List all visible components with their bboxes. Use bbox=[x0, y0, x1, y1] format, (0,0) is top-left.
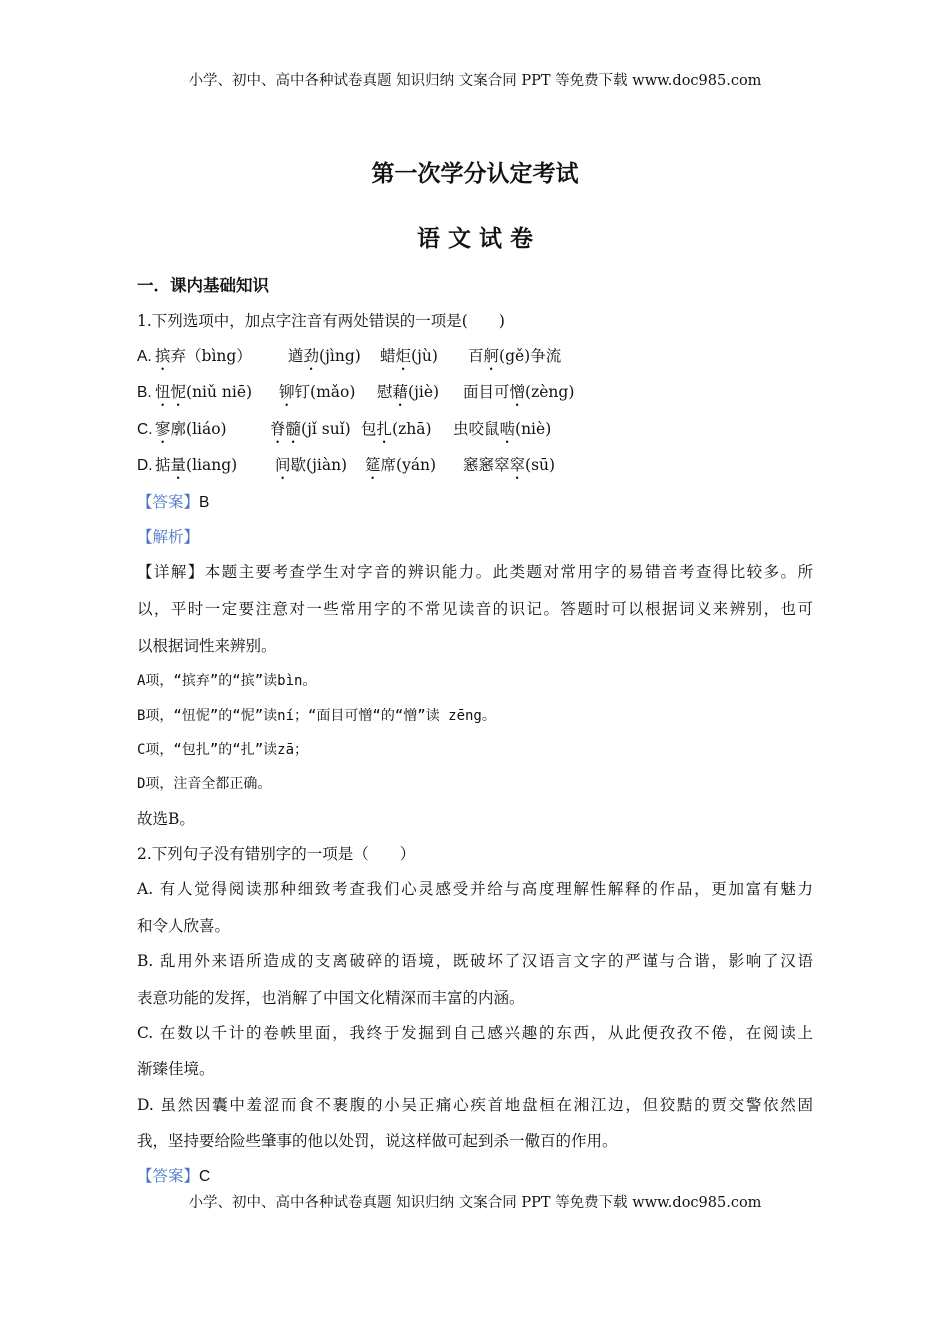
explain-line: D项，注音全都正确。 bbox=[137, 776, 272, 792]
explain-line: C项，“包扎”的“扎”读zā； bbox=[137, 742, 309, 758]
analysis-tag: 【解析】 bbox=[137, 528, 200, 546]
option-term: 摈弃（bìng） bbox=[155, 347, 252, 365]
section-heading: 一．课内基础知识 bbox=[137, 276, 269, 295]
option-label: D. bbox=[137, 457, 153, 474]
q1-option-c bbox=[137, 419, 552, 440]
q1-option-d bbox=[137, 455, 556, 476]
option-term: 面目可憎(zèng) bbox=[463, 383, 575, 401]
page-footer: 小学、初中、高中各种试卷真题 知识归纳 文案合同 PPT 等免费下载 www.doc985.com bbox=[188, 1195, 762, 1211]
detail-line: 以，平时一定要注意对一些常用字的不常见读音的识记。答题时可以根据词义来辨别，也可 bbox=[137, 600, 813, 618]
option-term: 寥廓(liáo) bbox=[155, 420, 227, 438]
option-term: 慰藉(jiè) bbox=[377, 383, 440, 401]
q1-stem: 1.下列选项中，加点字注音有两处错误的一项是( ) bbox=[137, 312, 505, 330]
detail-line: 以根据词性来辨别。 bbox=[137, 637, 277, 655]
q1-option-b bbox=[137, 382, 575, 403]
q1-answer: 【答案】B bbox=[137, 493, 210, 511]
option-term: 包扎(zhā) bbox=[361, 420, 432, 438]
q1-option-a bbox=[137, 346, 562, 367]
option-term: 忸怩(niǔ niē) bbox=[155, 383, 253, 401]
q2-answer: 【答案】C bbox=[137, 1167, 211, 1185]
option-label: C. bbox=[137, 421, 153, 438]
q2-line: A. 有人觉得阅读那种细致考查我们心灵感受并给与高度理解性解释的作品，更加富有魅力 bbox=[137, 880, 813, 898]
q2-line: C. 在数以千计的卷帙里面，我终于发掘到自己感兴趣的东西，从此便孜孜不倦，在阅读上 bbox=[137, 1024, 813, 1042]
page-header: 小学、初中、高中各种试卷真题 知识归纳 文案合同 PPT 等免费下载 www.doc985.com bbox=[188, 73, 762, 89]
option-term: 蜡炬(jù) bbox=[380, 347, 438, 365]
option-label: A. bbox=[137, 348, 152, 365]
q2-line: D. 虽然因囊中羞涩而食不裹腹的小吴正痛心疾首地盘桓在湘江边，但狡黠的贾交警依然固 bbox=[137, 1096, 813, 1114]
q2-line: 表意功能的发挥，也消解了中国文化精深而丰富的内涵。 bbox=[137, 989, 525, 1007]
conclusion: 故选B。 bbox=[137, 810, 195, 828]
q2-line: 和令人欣喜。 bbox=[137, 917, 231, 935]
q2-stem: 2.下列句子没有错别字的一项是（ ） bbox=[137, 845, 416, 863]
answer-tag: 【答案】 bbox=[137, 1167, 200, 1185]
q2-line: 渐臻佳境。 bbox=[137, 1060, 215, 1078]
option-term: 窸窸窣窣(sū) bbox=[463, 456, 556, 474]
option-term: 间歇(jiàn) bbox=[275, 456, 348, 474]
detail-line: 【详解】本题主要考查学生对字音的辨识能力。此类题对常用字的易错音考查得比较多。所 bbox=[137, 563, 813, 581]
option-term: 脊髓(jǐ suǐ) bbox=[270, 420, 351, 438]
option-term: 掂量(liang) bbox=[155, 456, 238, 474]
explain-line: A项，“摈弃”的“摈”读bìn。 bbox=[137, 673, 317, 689]
option-term: 遒劲(jìng) bbox=[288, 347, 361, 365]
page-subtitle: 语 文 试 卷 bbox=[416, 225, 534, 252]
option-label: B. bbox=[137, 384, 152, 401]
option-term: 虫咬鼠啮(niè) bbox=[453, 420, 552, 438]
explain-line: B项，“忸怩”的“怩”读ní；“面目可憎“的“憎”读 zēng。 bbox=[137, 708, 496, 724]
q2-line: B. 乱用外来语所造成的支离破碎的语境，既破坏了汉语言文字的严谨与合谐，影响了汉语 bbox=[137, 952, 813, 970]
q2-line: 我，坚持要给险些肇事的他以处罚，说这样做可起到杀一儆百的作用。 bbox=[137, 1132, 618, 1150]
answer-tag: 【答案】 bbox=[137, 493, 200, 511]
option-term: 筵席(yán) bbox=[365, 456, 437, 474]
page-title: 第一次学分认定考试 bbox=[371, 160, 579, 187]
option-term: 百舸(gě)争流 bbox=[468, 347, 562, 365]
option-term: 铆钉(mǎo) bbox=[279, 383, 356, 401]
